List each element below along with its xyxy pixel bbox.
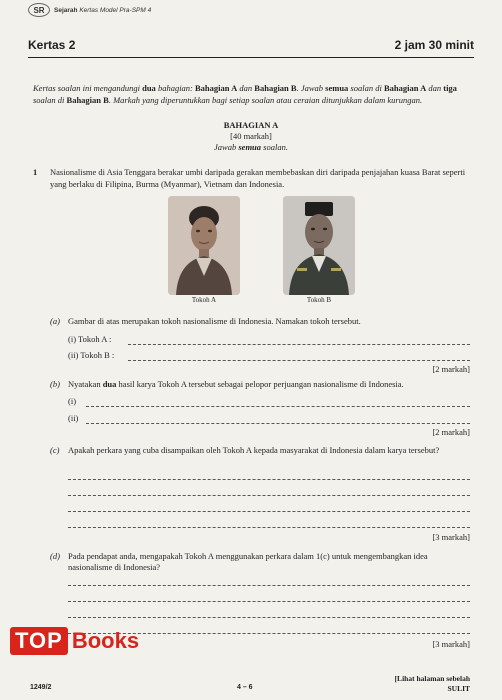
answer-line-d-2[interactable]: [68, 601, 470, 602]
answer-line-a-ii[interactable]: [128, 360, 470, 361]
answer-line-b-ii[interactable]: [86, 423, 470, 424]
paper-duration: 2 jam 30 minit: [394, 38, 474, 52]
paper-titlebar: [28, 38, 474, 52]
part-d-label: (d): [50, 551, 60, 561]
running-header: [28, 3, 151, 17]
portrait-tokoh-b: [283, 196, 355, 295]
portrait-male-image: [283, 196, 355, 295]
page-number: 4 – 6: [237, 684, 253, 691]
part-a-i-label: (i) Tokoh A :: [68, 334, 112, 344]
part-c-marks: [3 markah]: [432, 532, 470, 542]
header-series: Kertas Model Pra-SPM 4: [79, 6, 152, 14]
part-a-marks: [2 markah]: [432, 364, 470, 374]
part-b-marks: [2 markah]: [432, 427, 470, 437]
part-a-label: (a): [50, 316, 60, 326]
answer-line-c-1[interactable]: [68, 479, 470, 480]
footer-next-page: [Lihat halaman sebelah SULIT: [394, 674, 470, 693]
part-d-marks: [3 markah]: [432, 639, 470, 649]
caption-tokoh-a: Tokoh A: [191, 296, 217, 304]
answer-line-c-2[interactable]: [68, 495, 470, 496]
section-instruction: Jawab semua soalan.: [214, 142, 288, 152]
part-b-ii-label: (ii): [68, 413, 79, 423]
part-a-text: Gambar di atas merupakan tokoh nasionalisme di Indonesia. Namakan tokoh tersebut.: [68, 316, 361, 326]
portrait-female-image: [168, 196, 240, 295]
portrait-tokoh-a: [168, 196, 240, 295]
question-number: 1: [33, 167, 38, 177]
answer-line-d-3[interactable]: [68, 617, 470, 618]
part-d-text: Pada pendapat anda, mengapakah Tokoh A menggunakan perkara dalam 1(c) untuk mengembangkan idea nasionalisme di Indonesia?: [68, 551, 428, 572]
watermark-top: TOP: [10, 627, 68, 655]
part-a-ii-label: (ii) Tokoh B :: [68, 350, 115, 360]
part-b-i-label: (i): [68, 396, 77, 406]
paper-title: Kertas 2: [28, 38, 76, 52]
title-rule: [28, 57, 474, 58]
part-c-text: Apakah perkara yang cuba disampaikan oleh Tokoh A kepada masyarakat di Indonesia dalam karya tersebut?: [68, 445, 440, 455]
question-stem: Nasionalisme di Asia Tenggara berakar umbi daripada gerakan membebaskan diri daripada penjajahan kuasa Barat seperti yang berlaku di Filipina, Burma (Myanmar), Vietnam dan Indonesia.: [50, 167, 466, 189]
answer-line-d-1[interactable]: [68, 585, 470, 586]
publisher-logo: SR: [28, 3, 50, 17]
header-subject: Sejarah: [54, 6, 78, 14]
topbooks-watermark: [10, 627, 139, 655]
paper-instructions: Kertas soalan ini mengandungi dua bahagian: Bahagian A dan Bahagian B. Jawab semua soalan di Bahagian A dan tiga soalan di Bahagian B. Markah yang diperuntukkan bagi setiap soalan atau ceraian ditunjukkan dalam kurungan.: [33, 83, 457, 105]
answer-line-b-i[interactable]: [86, 406, 470, 407]
caption-tokoh-b: Tokoh B: [306, 296, 332, 304]
part-c-label: (c): [50, 445, 60, 455]
section-title: BAHAGIAN A: [223, 120, 279, 130]
part-b-text: Nyatakan dua hasil karya Tokoh A tersebut sebagai pelopor perjuangan nasionalisme di Indonesia.: [68, 379, 404, 389]
part-b-label: (b): [50, 379, 60, 389]
answer-line-c-3[interactable]: [68, 511, 470, 512]
watermark-books: Books: [71, 628, 140, 653]
paper-code: 1249/2: [30, 684, 52, 691]
section-marks: [40 markah]: [230, 131, 272, 141]
answer-line-c-4[interactable]: [68, 527, 470, 528]
answer-line-a-i[interactable]: [128, 344, 470, 345]
